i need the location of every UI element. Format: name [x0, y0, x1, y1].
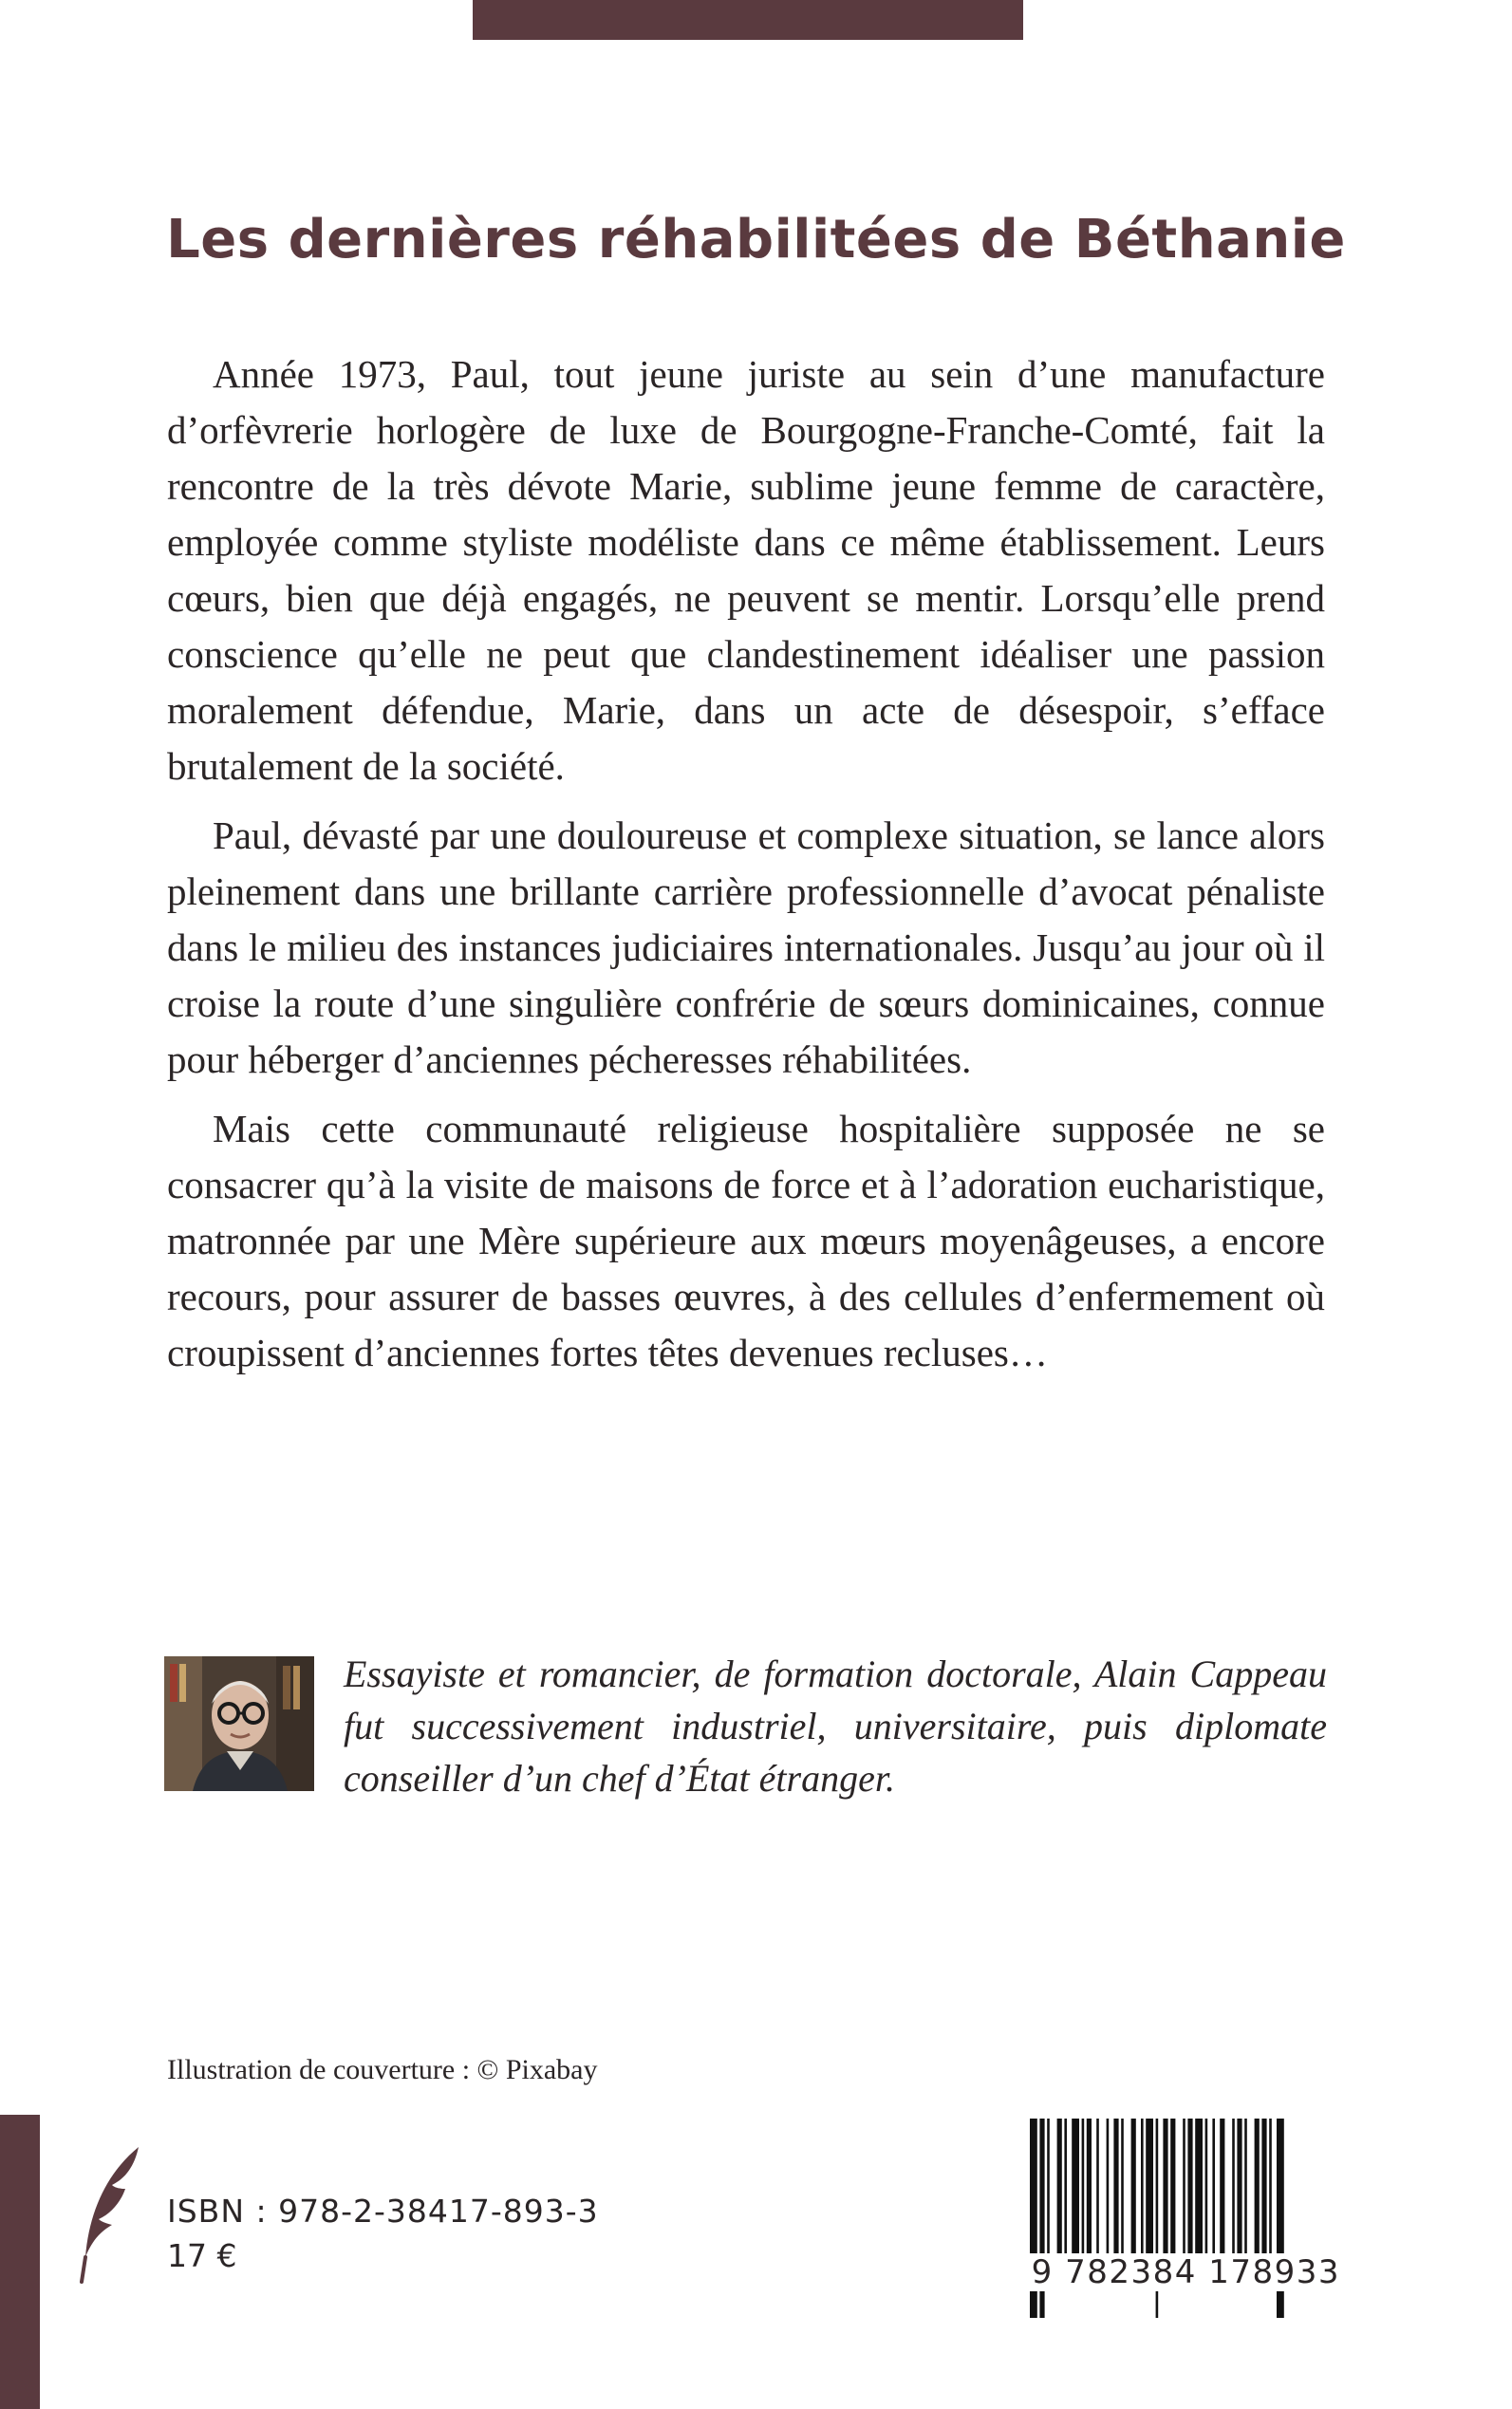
top-accent-band — [473, 0, 1023, 40]
author-bio: Essayiste et romancier, de formation doctorale, Alain Cappeau fut successivement industriel, universitaire, puis diplomate conseiller d’un chef d’État étranger. — [344, 1653, 1327, 1800]
price: 17 € — [167, 2237, 237, 2274]
side-accent-band — [0, 2115, 40, 2409]
synopsis — [167, 346, 1325, 1394]
feather-icon — [80, 2143, 144, 2286]
synopsis-paragraph: Paul, dévasté par une douloureuse et complexe situation, se lance alors pleinement dans une brillante carrière professionnelle d’avocat pénaliste dans le milieu des instances judiciaires internationales. Jusqu’au jour où il croise la route d’une singulière confrérie de sœurs dominicaines, connue pour héberger d’anciennes pécheresses réhabilitées. — [167, 813, 1325, 1081]
cover-credit: Illustration de couverture : © Pixabay — [167, 2054, 598, 2085]
isbn: ISBN : 978-2-38417-893-3 — [167, 2193, 599, 2230]
barcode-digits: 9 782384 178933 — [999, 2253, 1340, 2291]
book-title: Les dernières réhabilitées de Béthanie — [166, 209, 1346, 271]
synopsis-paragraph: Mais cette communauté religieuse hospitalière supposée ne se consacrer qu’à la visite de maisons de force et à l’adoration eucharistique, matronnée par une Mère supérieure aux mœurs moyenâgeuses, a encore recours, pour assurer de basses œuvres, à des cellules d’enfermement où croupissent d’anciennes fortes têtes devenues recluses… — [167, 1107, 1325, 1374]
author-photo — [164, 1656, 314, 1791]
synopsis-paragraph: Année 1973, Paul, tout jeune juriste au sein d’une manufacture d’orfèvrerie horlogère de luxe de Bourgogne-Franche-Comté, fait la rencontre de la très dévote Marie, sublime jeune femme de caractère, employée comme styliste modéliste dans ce même établissement. Leurs cœurs, bien que déjà engagés, ne peuvent se mentir. Lorsqu’elle prend conscience qu’elle ne peut que clandestinement idéaliser une passion moralement défendue, Marie, dans un acte de désespoir, s’efface brutalement de la société. — [167, 352, 1325, 788]
